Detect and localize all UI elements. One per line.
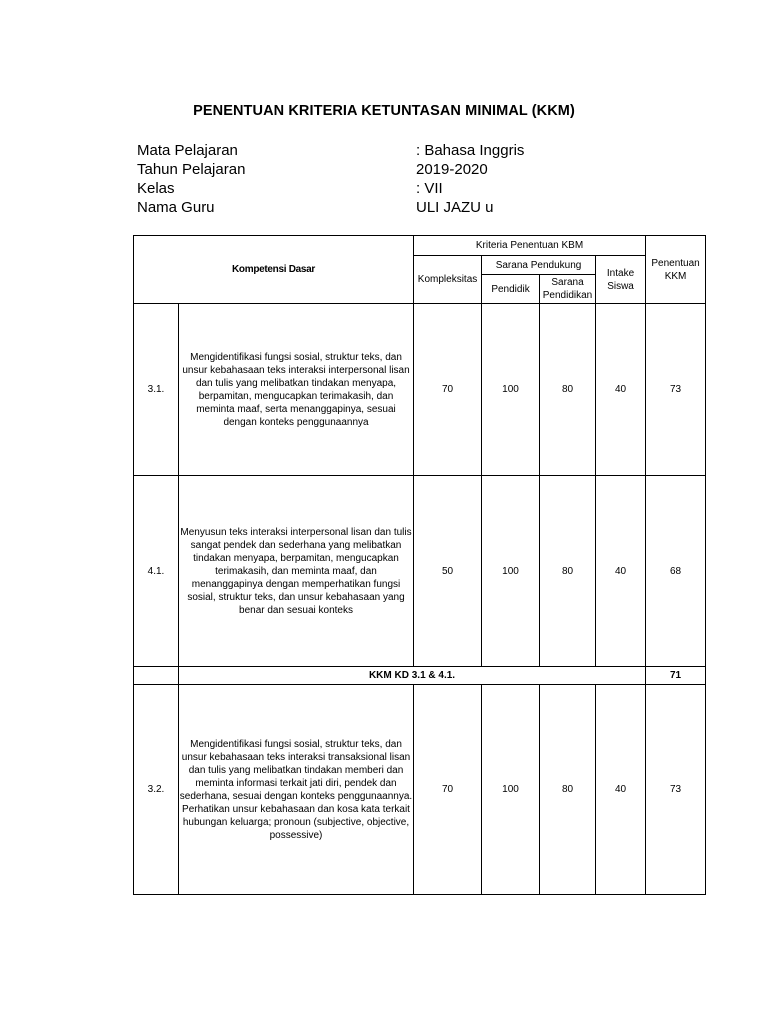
info-label: Mata Pelajaran [137,142,238,159]
intake-siswa-value: 40 [596,304,646,476]
sarana-pendidikan-value: 80 [540,304,596,476]
header-kriteria: Kriteria Penentuan KBM [414,236,646,256]
header-sarana-pendukung: Sarana Pendukung [482,256,596,275]
info-label: Kelas [137,180,175,197]
header-kompleksitas: Kompleksitas [414,256,482,304]
document-title: PENENTUAN KRITERIA KETUNTASAN MINIMAL (KKM) [193,103,575,119]
kkm-value: 73 [646,685,706,895]
kd-description: Menyusun teks interaksi interpersonal lisan dan tulis sangat pendek dan sederhana yang melibatkan tindakan menyapa, berpamitan, mengucapkan terimakasih, dan meminta maaf, dan menanggapinya dengan memperhatikan fungsi sosial, struktur teks, dan unsur kebahasaan yang benar dan sesuai konteks [179,476,414,667]
info-value: ULI JAZU u [416,199,494,216]
kd-number: 3.2. [134,685,179,895]
summary-row [134,667,706,685]
info-value: 2019-2020 [416,161,488,178]
info-label: Tahun Pelajaran [137,161,246,178]
info-value: : VII [416,180,443,197]
kd-number: 4.1. [134,476,179,667]
kd-number: 3.1. [134,304,179,476]
info-value: : Bahasa Inggris [416,142,525,159]
pendidik-value: 100 [482,685,540,895]
pendidik-value: 100 [482,476,540,667]
pendidik-value: 100 [482,304,540,476]
header-kompetensi-dasar: Kompetensi Dasar [134,236,414,304]
kompleksitas-value: 70 [414,685,482,895]
table-row [134,476,706,667]
header-penentuan-kkm: Penentuan KKM [646,236,706,304]
header-sarana-pendidikan: Sarana Pendidikan [540,275,596,304]
summary-label: KKM KD 3.1 & 4.1. [179,667,646,685]
kkm-table [133,235,706,895]
summary-kkm-value: 71 [646,667,706,685]
header-pendidik: Pendidik [482,275,540,304]
table-row [134,304,706,476]
header-intake-siswa: Intake Siswa [596,256,646,304]
kd-description: Mengidentifikasi fungsi sosial, struktur teks, dan unsur kebahasaan teks interaksi interpersonal lisan dan tulis yang melibatkan tindakan menyapa, berpamitan, mengucapkan terimakasih, dan meminta maaf, serta menanggapinya, sesuai dengan konteks penggunaannya [179,304,414,476]
kd-description: Mengidentifikasi fungsi sosial, struktur teks, dan unsur kebahasaan teks interaksi transaksional lisan dan tulis yang melibatkan tindakan memberi dan meminta informasi terkait jati diri, pendek dan sederhana, sesuai dengan konteks penggunaannya. Perhatikan unsur kebahasaan dan kosa kata terkait hubungan keluarga; pronoun (subjective, objective, possessive) [179,685,414,895]
sarana-pendidikan-value: 80 [540,476,596,667]
kompleksitas-value: 70 [414,304,482,476]
kkm-value: 73 [646,304,706,476]
intake-siswa-value: 40 [596,476,646,667]
kompleksitas-value: 50 [414,476,482,667]
intake-siswa-value: 40 [596,685,646,895]
kkm-value: 68 [646,476,706,667]
sarana-pendidikan-value: 80 [540,685,596,895]
table-row [134,685,706,895]
summary-blank-cell [134,667,179,685]
info-label: Nama Guru [137,199,215,216]
